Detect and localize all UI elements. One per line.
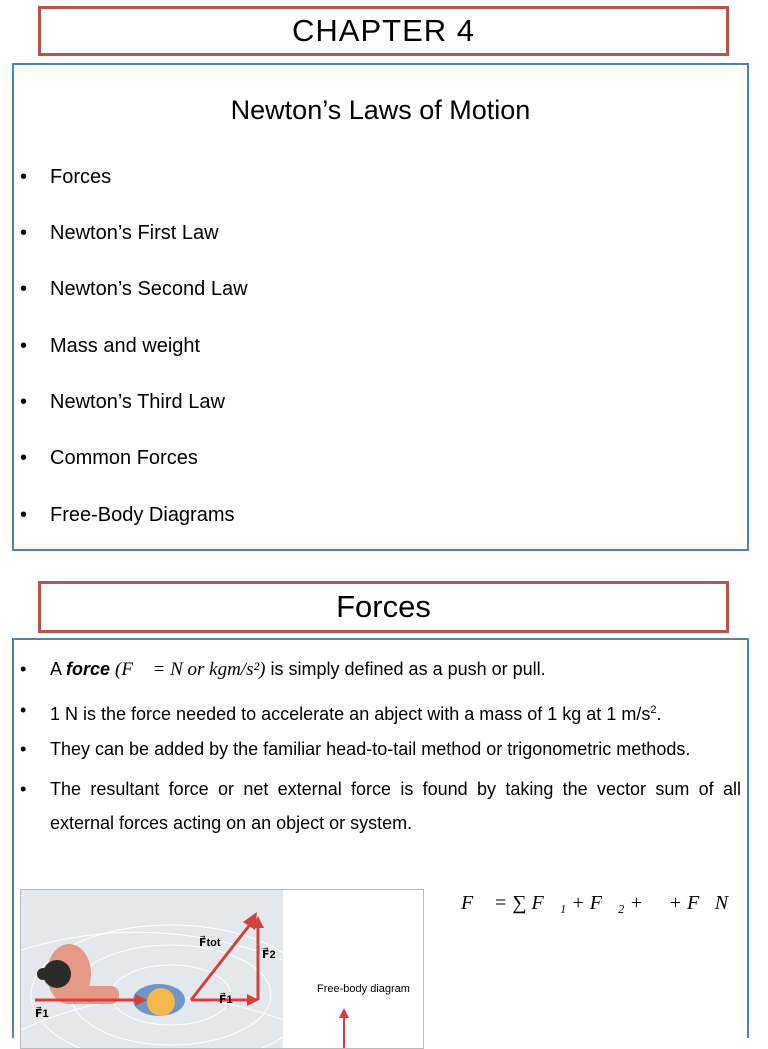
- list-item: [20, 772, 741, 840]
- text-suffix: is simply defined as a push or pull.: [265, 659, 546, 679]
- chapter-banner: [38, 6, 729, 56]
- person-head: [147, 988, 175, 1016]
- forces-banner: [38, 581, 729, 633]
- chapter-title: CHAPTER 4: [292, 13, 475, 48]
- superscript: 2: [650, 704, 657, 716]
- newton-text: 1 N is the force needed to accelerate an abject with a mass of 1 kg at 1 m/s: [50, 704, 651, 724]
- bullet: •: [20, 166, 28, 188]
- slide-title: Forces: [336, 589, 431, 624]
- text-prefix: A: [50, 659, 67, 679]
- force-illustration: [21, 890, 424, 1049]
- list-item-label: Mass and weight: [50, 335, 201, 357]
- bullet: •: [20, 739, 27, 759]
- force-term: force: [66, 659, 111, 679]
- force-units-formula: (F⃗ = N or kgm/s²): [115, 659, 266, 680]
- bullet: •: [20, 278, 28, 300]
- label-f1-triangle: F⃗1: [219, 994, 233, 1006]
- net-force-equation: F⃗ = ∑ F⃗₁ + F⃗₂ + ⋯ + F⃗N: [461, 892, 729, 914]
- figure-caption: Free-body diagram: [317, 983, 410, 995]
- forces-panel: [12, 638, 749, 1038]
- bullet: •: [20, 659, 27, 679]
- list-item-label: Free-Body Diagrams: [50, 504, 235, 526]
- force-definition: [50, 652, 741, 687]
- list-item-label: Newton’s Second Law: [50, 278, 248, 300]
- list-item: [20, 732, 741, 766]
- bullet: •: [20, 391, 28, 413]
- list-item-label: Forces: [50, 166, 112, 188]
- label-f2: F⃗2: [262, 949, 276, 961]
- bullet: •: [20, 779, 27, 799]
- bullet: •: [20, 222, 28, 244]
- bullet: •: [20, 700, 27, 720]
- list-item-label: Newton’s Third Law: [50, 391, 225, 413]
- contents-panel: [12, 63, 749, 551]
- list-item-label: Newton’s First Law: [50, 222, 219, 244]
- chapter-subtitle: Newton’s Laws of Motion: [230, 95, 531, 125]
- list-item: [20, 652, 741, 687]
- force-vector-figure: [20, 889, 424, 1049]
- list-item-label: Common Forces: [50, 447, 198, 469]
- period: .: [656, 704, 662, 724]
- bullet: •: [20, 335, 28, 357]
- bullet: •: [20, 504, 28, 526]
- bullet: •: [20, 447, 28, 469]
- net-force-definition: The resultant force or net external force is found by taking the vector sum of all external forces acting on an object or system.: [50, 779, 741, 833]
- newton-definition: [50, 693, 741, 731]
- addition-methods: They can be added by the familiar head-to-tail method or trigonometric methods.: [50, 739, 691, 759]
- list-item: [20, 693, 741, 731]
- label-ftot: F⃗tot: [199, 937, 221, 949]
- label-f1-left: F⃗1: [35, 1008, 49, 1020]
